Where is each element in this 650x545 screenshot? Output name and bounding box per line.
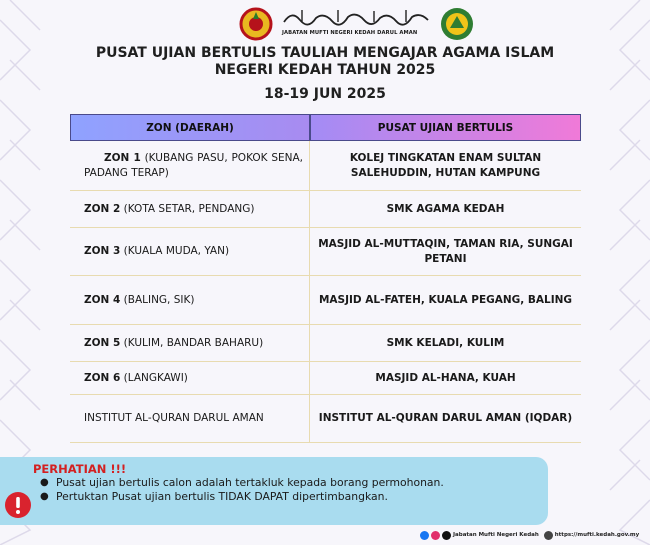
notice-title: PERHATIAN !!! xyxy=(33,462,127,476)
header-centre: PUSAT UJIAN BERTULIS xyxy=(310,114,581,141)
warning-exclamation-icon xyxy=(4,491,32,519)
centre-cell: INSTITUT AL-QURAN DARUL AMAN (IQDAR) xyxy=(318,412,573,424)
zone-label: ZON 5 xyxy=(84,336,121,349)
org-name: JABATAN MUFTI NEGERI KEDAH DARUL AMAN xyxy=(282,30,418,36)
jawi-calligraphy-logo xyxy=(282,8,432,26)
header-logos xyxy=(230,6,475,44)
centre-cell: MASJID AL-FATEH, KUALA PEGANG, BALING xyxy=(318,293,573,306)
centre-cell: KOLEJ TINGKATAN ENAM SULTAN SALEHUDDIN, HUTAN KAMPUNG xyxy=(349,151,542,179)
zone-cell xyxy=(70,141,310,190)
instagram-icon[interactable] xyxy=(431,531,440,540)
footer-social xyxy=(420,528,650,542)
zone-cell xyxy=(70,325,310,361)
kedah-state-crest-icon xyxy=(238,6,274,42)
zone-area: (BALING, SIK) xyxy=(123,293,195,306)
facebook-icon[interactable] xyxy=(420,531,429,540)
title-line-1: PUSAT UJIAN BERTULIS TAULIAH MENGAJAR AGAMA ISLAM xyxy=(95,45,555,61)
exam-date: 18-19 JUN 2025 xyxy=(264,86,386,102)
right-decorative-pattern xyxy=(590,0,650,545)
page-title xyxy=(60,45,590,79)
zone-label: ZON 3 xyxy=(84,245,121,257)
zone-area: (KOTA SETAR, PENDANG) xyxy=(123,202,255,215)
zone-area: (KUALA MUDA, YAN) xyxy=(123,245,230,257)
centre-cell: MASJID AL-HANA, KUAH xyxy=(375,371,516,384)
table-row xyxy=(70,325,581,362)
zone-label: ZON 4 xyxy=(84,293,121,306)
header-zone: ZON (DAERAH) xyxy=(70,114,310,141)
zone-cell xyxy=(70,276,310,324)
zone-area: INSTITUT AL-QURAN DARUL AMAN xyxy=(84,412,264,424)
notice-list xyxy=(40,476,444,504)
table-row xyxy=(70,191,581,228)
zone-cell xyxy=(70,191,310,227)
zone-label: ZON 1 xyxy=(104,151,141,164)
mufti-department-emblem-icon xyxy=(439,6,475,42)
centre-cell: SMK AGAMA KEDAH xyxy=(386,202,505,215)
zone-label: ZON 6 xyxy=(84,371,121,384)
footer-website[interactable]: https://mufti.kedah.gov.my xyxy=(554,532,640,538)
title-line-2: NEGERI KEDAH TAHUN 2025 xyxy=(214,62,436,78)
table-row xyxy=(70,395,581,443)
list-item: ● Pertuktan Pusat ujian bertulis TIDAK DAPAT dipertimbangkan. xyxy=(40,490,388,503)
tiktok-icon[interactable] xyxy=(442,531,451,540)
list-item: ● Pusat ujian bertulis calon adalah tertakluk kepada borang permohonan. xyxy=(40,476,444,489)
zone-cell xyxy=(70,362,310,394)
notice-item-2: Pertuktan Pusat ujian bertulis TIDAK DAPAT dipertimbangkan. xyxy=(56,490,388,503)
table-row xyxy=(70,276,581,325)
zone-area: (KULIM, BANDAR BAHARU) xyxy=(123,336,264,349)
exam-centre-table xyxy=(70,114,581,443)
centre-cell: MASJID AL-MUTTAQIN, TAMAN RIA, SUNGAI PETANI xyxy=(318,237,573,265)
zone-cell xyxy=(70,228,310,275)
table-row xyxy=(70,362,581,395)
footer-social-label: Jabatan Mufti Negeri Kedah xyxy=(453,532,539,538)
notice-item-1: Pusat ujian bertulis calon adalah tertakluk kepada borang permohonan. xyxy=(56,476,444,489)
zone-area: (KUBANG PASU, POKOK SENA, PADANG TERAP) xyxy=(84,151,304,179)
zone-area: (LANGKAWI) xyxy=(123,371,188,384)
table-row xyxy=(70,228,581,276)
table-header xyxy=(70,114,581,141)
zone-label: ZON 2 xyxy=(84,202,121,215)
zone-cell xyxy=(70,395,310,442)
table-row xyxy=(70,141,581,191)
web-icon[interactable] xyxy=(544,531,553,540)
centre-cell: SMK KELADI, KULIM xyxy=(386,336,505,349)
